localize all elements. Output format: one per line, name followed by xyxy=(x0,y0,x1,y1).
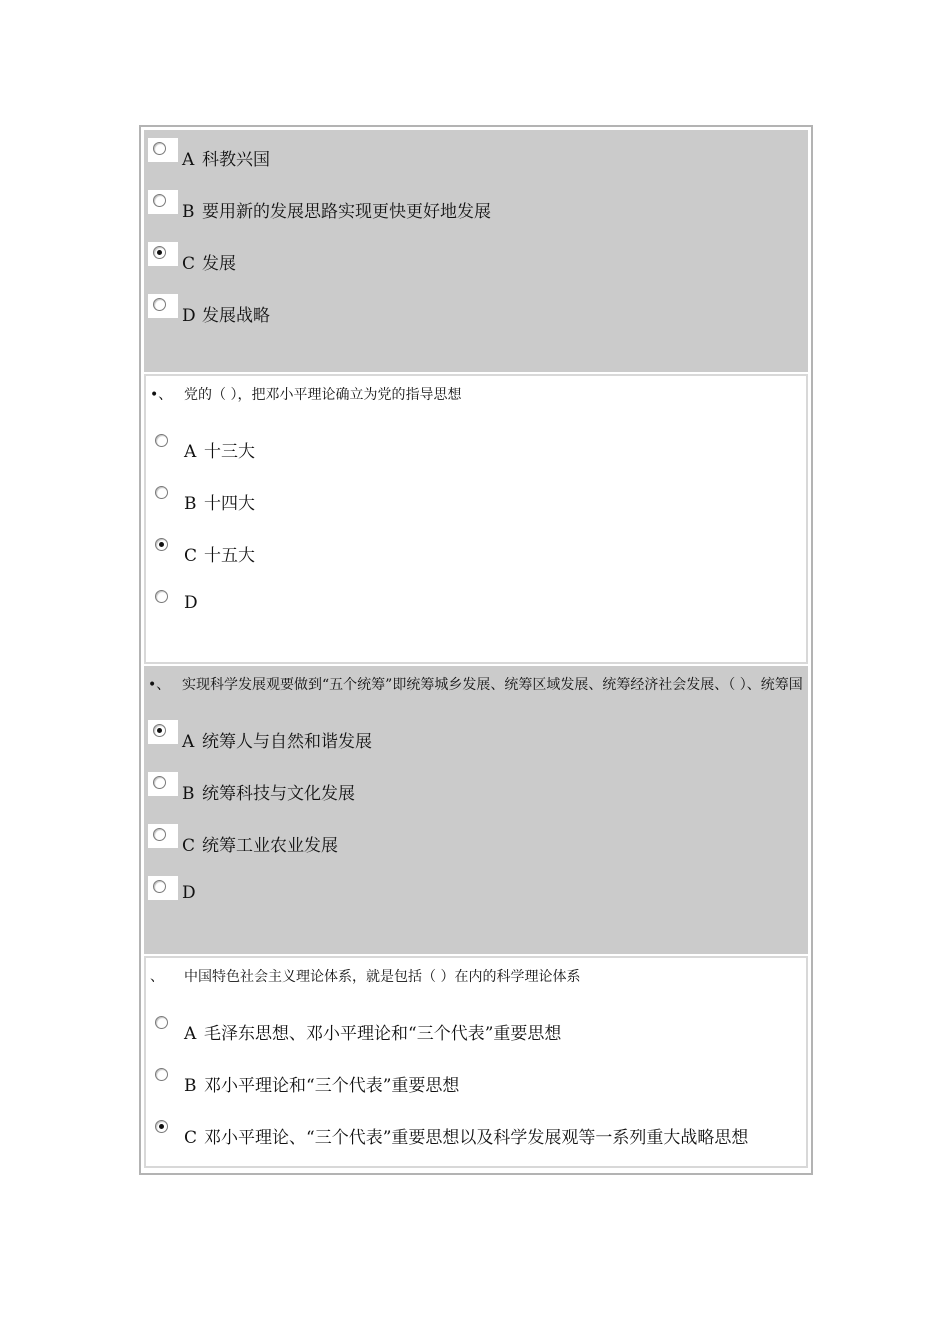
option-label xyxy=(184,1019,561,1044)
option-label xyxy=(182,831,338,856)
option-label xyxy=(184,541,255,566)
radio-frame xyxy=(150,1064,180,1088)
option-letter: D xyxy=(182,883,196,903)
question-text xyxy=(150,384,830,404)
option-letter: B xyxy=(184,1076,197,1096)
option-letter: B xyxy=(182,784,195,804)
question-block-2 xyxy=(144,374,808,664)
radio-button[interactable] xyxy=(155,486,168,499)
option-label xyxy=(184,1071,459,1096)
option-letter: A xyxy=(184,1024,197,1044)
question-number: •、 xyxy=(148,677,171,693)
option-label xyxy=(184,593,204,613)
radio-frame xyxy=(150,430,180,454)
option-text: 统筹人与自然和谐发展 xyxy=(202,732,372,752)
question-number: •、 xyxy=(150,387,173,403)
question-block-1 xyxy=(144,130,808,372)
option-c[interactable] xyxy=(148,824,798,854)
option-text: 发展战略 xyxy=(202,306,270,326)
option-label xyxy=(184,1123,748,1148)
radio-frame xyxy=(150,1116,180,1140)
question-stem: 中国特色社会主义理论体系，就是包括（ ）在内的科学理论体系 xyxy=(184,969,581,985)
quiz-container xyxy=(139,125,813,1175)
option-a[interactable] xyxy=(148,720,798,750)
question-block-4 xyxy=(144,956,808,1168)
option-label xyxy=(182,249,236,274)
radio-frame xyxy=(150,534,180,558)
option-c[interactable] xyxy=(150,1116,800,1146)
radio-button[interactable] xyxy=(155,434,168,447)
option-b[interactable] xyxy=(148,190,798,220)
radio-frame xyxy=(148,876,178,900)
option-b[interactable] xyxy=(150,1064,800,1094)
option-letter: C xyxy=(184,1128,198,1148)
option-letter: C xyxy=(182,836,196,856)
option-a[interactable] xyxy=(150,430,800,460)
radio-button[interactable] xyxy=(155,1016,168,1029)
question-text xyxy=(148,674,828,694)
question-block-3 xyxy=(144,666,808,954)
option-letter: C xyxy=(182,254,196,274)
option-text: 要用新的发展思路实现更快更好地发展 xyxy=(202,202,491,222)
option-text: 统筹科技与文化发展 xyxy=(202,784,355,804)
option-a[interactable] xyxy=(148,138,798,168)
radio-frame xyxy=(148,824,178,848)
option-text: 十五大 xyxy=(204,546,255,566)
radio-frame xyxy=(150,586,180,610)
radio-frame xyxy=(150,482,180,506)
option-letter: D xyxy=(182,306,196,326)
option-label xyxy=(182,779,355,804)
option-letter: B xyxy=(182,202,195,222)
radio-button[interactable] xyxy=(153,142,166,155)
option-letter: A xyxy=(182,732,195,752)
option-text: 十四大 xyxy=(204,494,255,514)
radio-button[interactable] xyxy=(153,828,166,841)
option-text: 科教兴国 xyxy=(202,150,270,170)
radio-button[interactable] xyxy=(153,776,166,789)
option-d[interactable] xyxy=(148,294,798,324)
option-letter: C xyxy=(184,546,198,566)
option-text: 发展 xyxy=(202,254,236,274)
radio-button[interactable] xyxy=(153,298,166,311)
radio-button-selected[interactable] xyxy=(153,724,166,737)
option-text: 十三大 xyxy=(204,442,255,462)
option-text: 邓小平理论、“三个代表”重要思想以及科学发展观等一系列重大战略思想 xyxy=(204,1128,749,1148)
radio-button[interactable] xyxy=(155,1068,168,1081)
radio-button-selected[interactable] xyxy=(153,246,166,259)
radio-frame xyxy=(148,294,178,318)
option-d[interactable] xyxy=(150,586,800,616)
radio-button[interactable] xyxy=(153,194,166,207)
option-letter: D xyxy=(184,593,198,613)
option-d[interactable] xyxy=(148,876,798,906)
radio-frame xyxy=(148,190,178,214)
option-label xyxy=(182,145,270,170)
option-b[interactable] xyxy=(150,482,800,512)
option-c[interactable] xyxy=(148,242,798,272)
radio-button-selected[interactable] xyxy=(155,1120,168,1133)
question-text xyxy=(150,966,830,986)
option-text: 邓小平理论和“三个代表”重要思想 xyxy=(204,1076,460,1096)
radio-button[interactable] xyxy=(155,590,168,603)
question-stem: 实现科学发展观要做到“五个统筹”即统筹城乡发展、统筹区域发展、统筹经济社会发展、（ ）、统筹国 xyxy=(182,677,803,693)
radio-frame xyxy=(148,720,178,744)
option-label xyxy=(182,301,270,326)
option-b[interactable] xyxy=(148,772,798,802)
option-text: 统筹工业农业发展 xyxy=(202,836,338,856)
radio-button-selected[interactable] xyxy=(155,538,168,551)
radio-frame xyxy=(148,138,178,162)
option-text: 毛泽东思想、邓小平理论和“三个代表”重要思想 xyxy=(204,1024,562,1044)
option-label xyxy=(182,197,491,222)
question-stem: 党的（ ），把邓小平理论确立为党的指导思想 xyxy=(184,387,462,403)
option-label xyxy=(182,883,202,903)
option-letter: A xyxy=(184,442,197,462)
option-a[interactable] xyxy=(150,1012,800,1042)
radio-frame xyxy=(148,772,178,796)
radio-frame xyxy=(148,242,178,266)
radio-frame xyxy=(150,1012,180,1036)
option-label xyxy=(184,437,255,462)
option-label xyxy=(184,489,255,514)
question-number: 、 xyxy=(150,969,164,985)
option-c[interactable] xyxy=(150,534,800,564)
option-letter: B xyxy=(184,494,197,514)
radio-button[interactable] xyxy=(153,880,166,893)
option-letter: A xyxy=(182,150,195,170)
option-label xyxy=(182,727,372,752)
